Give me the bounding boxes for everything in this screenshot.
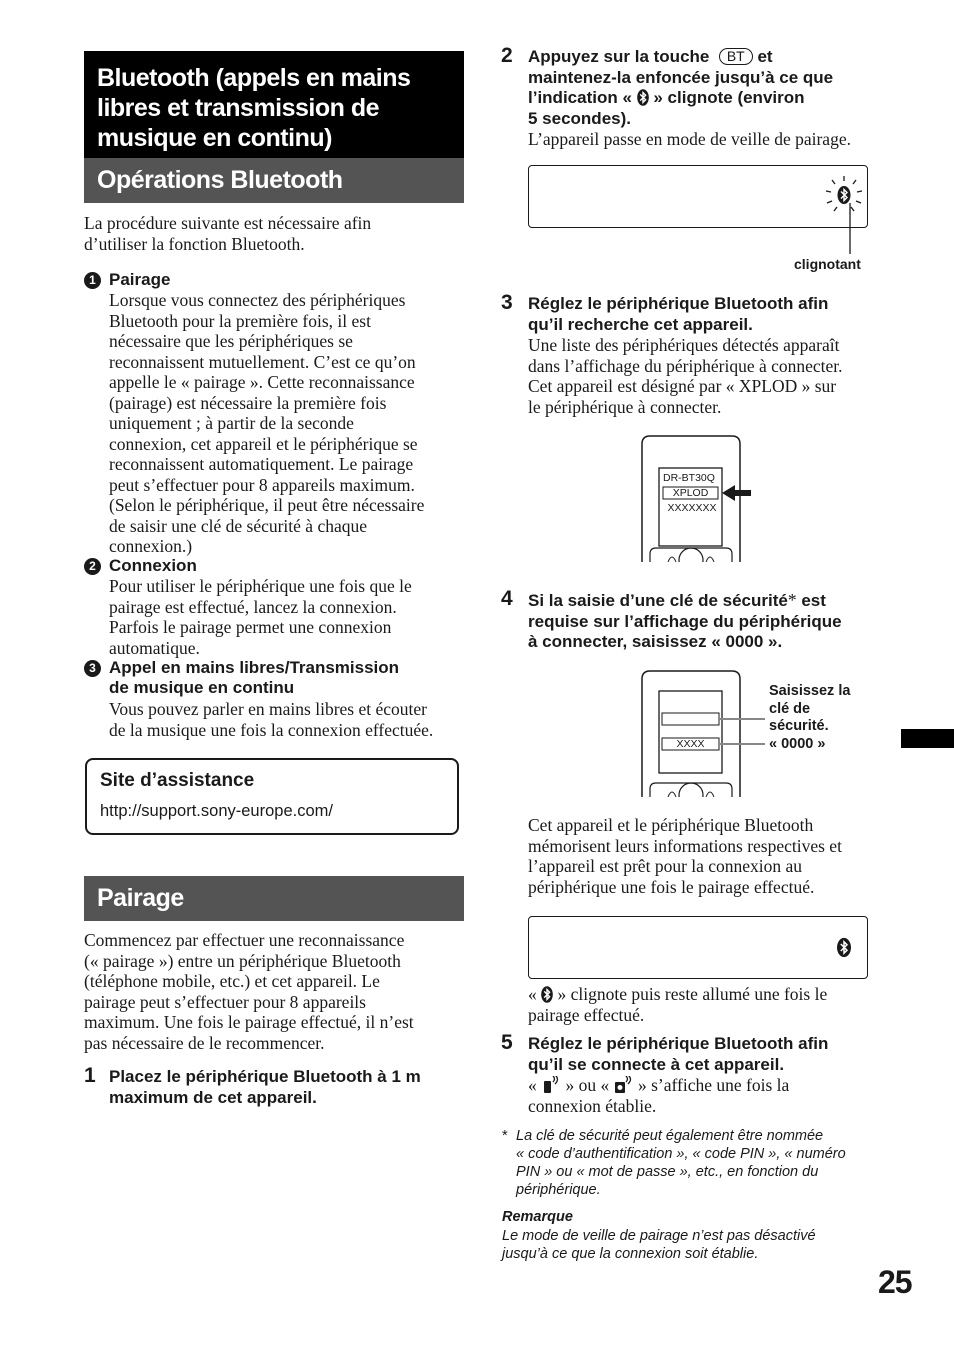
body-line: Cet appareil est désigné par « XPLOD » sur xyxy=(528,376,837,396)
step-number: 1 xyxy=(84,1064,96,1087)
step-3-body xyxy=(528,335,908,417)
body-line: de saisir une clé de sécurité à chaque xyxy=(109,515,367,536)
footnote-line: PIN » ou « mot de passe », etc., en fonction du xyxy=(516,1164,819,1180)
bluetooth-icon xyxy=(637,89,649,106)
intro-line: d’utiliser la fonction Bluetooth. xyxy=(84,233,305,254)
body-line: le périphérique à connecter. xyxy=(528,396,722,417)
intro-line: La procédure suivante est nécessaire afin xyxy=(84,213,372,233)
item-title-line: Appel en mains libres/Transmission xyxy=(109,658,400,677)
step-1-instruction xyxy=(109,1067,469,1108)
step-number: 2 xyxy=(501,44,513,67)
step-4-after-text xyxy=(528,984,908,1025)
body-line: peut s’effectuer pour 8 appareils maximum. xyxy=(109,474,415,495)
support-title: Site d’assistance xyxy=(100,770,255,791)
step-text: et xyxy=(757,47,773,66)
item-title-pairing: Pairage xyxy=(109,270,171,289)
body-line: reconnaissent automatiquement. Le pairage xyxy=(109,454,414,474)
callout-line: sécurité. xyxy=(769,718,829,734)
item-body-pairing xyxy=(109,290,469,557)
step-text: Appuyez sur la touche xyxy=(528,47,710,66)
footnote-line: périphérique. xyxy=(516,1182,601,1198)
step-number: 5 xyxy=(501,1031,513,1054)
step-number: 3 xyxy=(501,291,513,314)
body-line: Une liste des périphériques détectés apparaît xyxy=(528,335,840,355)
step-line: 5 secondes). xyxy=(528,108,631,128)
body-line: pairage effectué. xyxy=(528,1004,645,1025)
remark-line: Le mode de veille de pairage n’est pas désactivé xyxy=(502,1228,816,1244)
step-5-body xyxy=(528,1075,908,1116)
body-line: reconnaissent mutuellement. C’est ce qu’on xyxy=(109,351,416,372)
body-line: Cet appareil et le périphérique Bluetooth xyxy=(528,815,814,835)
item-number-badge: 3 xyxy=(84,660,101,677)
step-5-instruction xyxy=(528,1034,898,1075)
section-heading-operations: Opérations Bluetooth xyxy=(84,158,464,203)
body-line xyxy=(528,1075,908,1096)
item-title-handsfree xyxy=(109,658,469,698)
body-line: de la musique une fois la connexion effectuée. xyxy=(109,719,434,740)
body-line: (Selon le périphérique, il peut être nécessaire xyxy=(109,495,425,515)
section-heading-pairing: Pairage xyxy=(84,876,464,921)
support-site-box xyxy=(85,758,459,835)
step-text: » clignote (environ xyxy=(653,88,805,107)
body-line: (pairage) est nécessaire la première fois xyxy=(109,392,387,413)
item-body-connection xyxy=(109,576,469,658)
step-text: l’indication « xyxy=(528,88,632,107)
body-line: Parfois le pairage permet une connexion xyxy=(109,617,392,637)
phone-device-name: DR-BT30Q xyxy=(663,472,715,484)
step-line: Réglez le périphérique Bluetooth afin xyxy=(528,294,829,313)
step-line xyxy=(528,88,898,109)
body-line: périphérique une fois le pairage effectué. xyxy=(528,876,815,897)
item-number-badge: 1 xyxy=(84,272,101,289)
item-body-handsfree xyxy=(109,699,469,740)
body-text: « xyxy=(528,984,537,1004)
item-title-connection: Connexion xyxy=(109,556,197,575)
phone-passkey-illustration xyxy=(638,669,768,797)
step-number: 4 xyxy=(501,587,513,610)
footnote-text xyxy=(516,1127,896,1199)
footnote-marker: * xyxy=(787,590,797,610)
step-line: maximum de cet appareil. xyxy=(109,1087,317,1107)
step-3-instruction xyxy=(528,294,898,335)
remark-title: Remarque xyxy=(502,1209,573,1225)
callout-enter-passkey xyxy=(769,683,850,753)
step-text: est xyxy=(796,591,826,610)
body-line: Lorsque vous connectez des périphériques xyxy=(109,290,406,310)
step-text: Si la saisie d’une clé de sécurité xyxy=(528,591,788,610)
body-line: connexion, cet appareil et le périphérique se xyxy=(109,433,418,454)
body-line: pairage peut s’effectuer pour 8 appareils xyxy=(84,991,366,1012)
body-line: automatique. xyxy=(109,637,200,658)
step-line: qu’il se connecte à cet appareil. xyxy=(528,1054,785,1074)
footnote-marker: * xyxy=(502,1128,508,1144)
callout-line: clé de xyxy=(769,700,811,717)
footnote-line: « code d’authentification », « code PIN », « numéro xyxy=(516,1146,846,1162)
chapter-title-line2: libres et transmission de xyxy=(97,94,380,122)
item-number-badge: 2 xyxy=(84,558,101,575)
bluetooth-icon xyxy=(836,937,852,958)
body-line: Pour utiliser le périphérique une fois que le xyxy=(109,576,412,596)
phone-device-xplod[interactable]: XPLOD xyxy=(672,487,709,499)
step-line: maintenez-la enfoncée jusqu’à ce que xyxy=(528,67,834,87)
body-text: » ou « xyxy=(565,1075,610,1095)
phone-connected-icon xyxy=(541,1076,561,1094)
callout-blinking: clignotant xyxy=(794,256,861,272)
body-line xyxy=(528,984,908,1005)
body-line: dans l’affichage du périphérique à connecter. xyxy=(528,355,843,376)
callout-line: « 0000 » xyxy=(769,735,826,752)
remark-line: jusqu’à ce que la connexion soit établie. xyxy=(502,1246,759,1262)
bt-key-label: BT xyxy=(719,48,753,65)
chapter-side-tab xyxy=(901,729,954,748)
step-line xyxy=(528,590,908,612)
audio-connected-icon xyxy=(614,1076,634,1094)
step-2-body: L’appareil passe en mode de veille de pairage. xyxy=(528,129,851,149)
support-url-link[interactable]: http://support.sony-europe.com/ xyxy=(100,802,333,820)
step-line: Placez le périphérique Bluetooth à 1 m xyxy=(109,1067,421,1086)
body-line: Bluetooth pour la première fois, il est xyxy=(109,310,371,331)
body-text: » clignote puis reste allumé une fois le xyxy=(557,984,828,1004)
body-line: pairage est effectué, lancez la connexion. xyxy=(109,596,397,617)
body-line: maximum. Une fois le pairage effectué, il n’est xyxy=(84,1012,414,1032)
body-line: pas nécessaire de le recommencer. xyxy=(84,1032,325,1053)
body-line: Commencez par effectuer une reconnaissance xyxy=(84,930,405,950)
body-line: l’appareil est prêt pour la connexion au xyxy=(528,856,803,876)
item-title-line: de musique en continu xyxy=(109,678,295,697)
step-line: qu’il recherche cet appareil. xyxy=(528,314,753,334)
chapter-title-line3: musique en continu) xyxy=(97,124,332,152)
body-line: appelle le « pairage ». Cette reconnaissance xyxy=(109,372,415,392)
body-line: connexion établie. xyxy=(528,1095,657,1116)
body-line: nécessaire que les périphériques se xyxy=(109,331,353,351)
step-4-instruction xyxy=(528,590,908,653)
unit-display-paired xyxy=(528,916,868,979)
step-line: Réglez le périphérique Bluetooth afin xyxy=(528,1034,829,1053)
page-number: 25 xyxy=(878,1264,912,1300)
chapter-title-line1: Bluetooth (appels en mains xyxy=(97,64,411,92)
body-line: Vous pouvez parler en mains libres et écouter xyxy=(109,699,427,719)
remark-text xyxy=(502,1227,892,1263)
body-line: connexion.) xyxy=(109,536,193,556)
body-text: « xyxy=(528,1075,537,1095)
phone-device-unknown: XXXXXXX xyxy=(667,502,717,514)
body-line: uniquement ; à partir de la seconde xyxy=(109,413,354,433)
body-line: (« pairage ») entre un périphérique Bluetooth xyxy=(84,950,401,971)
step-line: requise sur l’affichage du périphérique xyxy=(528,611,842,631)
bluetooth-blinking-icon xyxy=(818,170,870,258)
chapter-title xyxy=(84,51,464,158)
step-line: à connecter, saisissez « 0000 ». xyxy=(528,632,783,651)
footnote-line: La clé de sécurité peut également être nommée xyxy=(516,1128,824,1144)
step-2-instruction xyxy=(528,47,898,129)
unit-display-pairing xyxy=(528,165,868,228)
callout-line: Saisissez la xyxy=(769,683,851,699)
pairing-intro-paragraph xyxy=(84,930,464,1053)
step-4-body xyxy=(528,815,908,897)
body-line: mémorisent leurs informations respectives et xyxy=(528,835,842,856)
phone-passkey-field[interactable]: XXXX xyxy=(676,738,705,750)
step-line xyxy=(528,47,898,68)
intro-paragraph xyxy=(84,213,464,254)
bluetooth-icon xyxy=(541,986,553,1003)
body-text: » s’affiche une fois la xyxy=(638,1075,790,1095)
body-line: (téléphone mobile, etc.) et cet appareil. Le xyxy=(84,971,380,991)
